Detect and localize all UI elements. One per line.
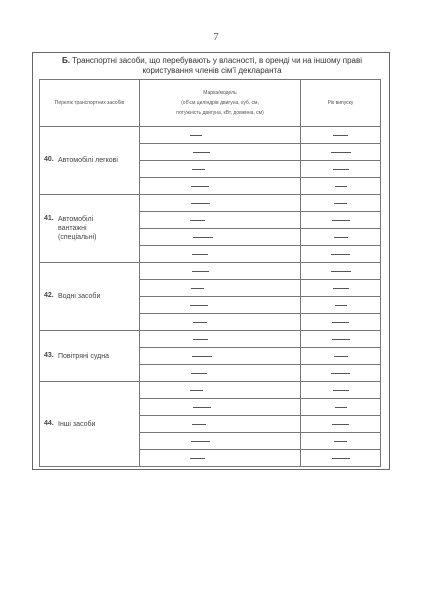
year-cell bbox=[301, 433, 381, 450]
model-cell bbox=[140, 246, 301, 263]
empty-dash-mark bbox=[192, 169, 205, 170]
empty-dash-mark bbox=[334, 237, 348, 238]
model-cell bbox=[140, 331, 301, 348]
vehicle-category bbox=[40, 127, 140, 195]
empty-dash-mark bbox=[190, 135, 202, 136]
header-model bbox=[140, 80, 301, 127]
empty-dash-mark bbox=[191, 203, 210, 204]
model-cell bbox=[140, 433, 301, 450]
header-model-sub2: потужність двигуна, кВт, довжина, см) bbox=[176, 109, 264, 116]
model-cell bbox=[140, 280, 301, 297]
year-cell bbox=[301, 314, 381, 331]
table-row bbox=[40, 195, 381, 212]
empty-dash-mark bbox=[334, 356, 348, 357]
year-cell bbox=[301, 450, 381, 467]
year-cell bbox=[301, 212, 381, 229]
year-cell bbox=[301, 246, 381, 263]
year-cell bbox=[301, 161, 381, 178]
year-cell bbox=[301, 399, 381, 416]
model-cell bbox=[140, 195, 301, 212]
year-cell bbox=[301, 348, 381, 365]
empty-dash-mark bbox=[191, 441, 210, 442]
model-cell bbox=[140, 229, 301, 246]
year-cell bbox=[301, 365, 381, 382]
empty-dash-mark bbox=[335, 407, 347, 408]
header-model-title: Марка/модель bbox=[203, 89, 237, 96]
empty-dash-mark bbox=[331, 271, 351, 272]
year-cell bbox=[301, 195, 381, 212]
year-cell bbox=[301, 127, 381, 144]
empty-dash-mark bbox=[192, 254, 208, 255]
vehicle-category bbox=[40, 263, 140, 331]
table-row bbox=[40, 127, 381, 144]
empty-dash-mark bbox=[333, 169, 349, 170]
category-number: 44. bbox=[44, 419, 54, 427]
model-cell bbox=[140, 212, 301, 229]
empty-dash-mark bbox=[333, 390, 349, 391]
year-cell bbox=[301, 331, 381, 348]
model-cell bbox=[140, 161, 301, 178]
table-row bbox=[40, 263, 381, 280]
empty-dash-mark bbox=[190, 305, 208, 306]
model-cell bbox=[140, 314, 301, 331]
empty-dash-mark bbox=[191, 373, 207, 374]
model-cell bbox=[140, 348, 301, 365]
model-cell bbox=[140, 382, 301, 399]
model-cell bbox=[140, 365, 301, 382]
vehicles-table bbox=[39, 79, 381, 467]
empty-dash-mark bbox=[334, 203, 347, 204]
model-cell bbox=[140, 144, 301, 161]
empty-dash-mark bbox=[193, 339, 208, 340]
empty-dash-mark bbox=[192, 356, 212, 357]
empty-dash-mark bbox=[335, 305, 347, 306]
empty-dash-mark bbox=[190, 390, 203, 391]
model-cell bbox=[140, 263, 301, 280]
model-cell bbox=[140, 399, 301, 416]
category-name: Повітряні судна bbox=[58, 352, 109, 360]
empty-dash-mark bbox=[332, 220, 350, 221]
model-cell bbox=[140, 297, 301, 314]
category-name: Автомобілі вантажні (спеціальні) bbox=[58, 216, 97, 241]
empty-dash-mark bbox=[335, 186, 347, 187]
header-vehicle-type: Перелік транспортних засобів bbox=[40, 80, 140, 127]
empty-dash-mark bbox=[192, 271, 209, 272]
header-model-sub1: (об'єм циліндрів двигуна, куб. см, bbox=[181, 99, 259, 106]
vehicle-category bbox=[40, 331, 140, 382]
table-row bbox=[40, 331, 381, 348]
model-cell bbox=[140, 450, 301, 467]
empty-dash-mark bbox=[193, 237, 213, 238]
year-cell bbox=[301, 382, 381, 399]
vehicle-category bbox=[40, 382, 140, 467]
year-cell bbox=[301, 144, 381, 161]
category-number: 40. bbox=[44, 156, 54, 163]
vehicle-category bbox=[40, 195, 140, 263]
empty-dash-mark bbox=[331, 152, 351, 153]
empty-dash-mark bbox=[191, 288, 204, 289]
model-cell bbox=[140, 416, 301, 433]
page-number: 7 bbox=[213, 31, 219, 43]
empty-dash-mark bbox=[193, 407, 211, 408]
section-letter: Б. bbox=[61, 56, 70, 65]
header-year: Рік випуску bbox=[301, 80, 381, 127]
empty-dash-mark bbox=[334, 441, 347, 442]
empty-dash-mark bbox=[332, 424, 349, 425]
year-cell bbox=[301, 297, 381, 314]
empty-dash-mark bbox=[332, 322, 349, 323]
empty-dash-mark bbox=[191, 186, 209, 187]
category-number: 43. bbox=[44, 351, 54, 359]
category-number: 42. bbox=[44, 292, 54, 299]
category-number: 41. bbox=[44, 215, 54, 222]
empty-dash-mark bbox=[193, 152, 210, 153]
category-name: Водні засоби bbox=[58, 293, 101, 300]
category-name: Інші засоби bbox=[58, 420, 96, 428]
year-cell bbox=[301, 178, 381, 195]
year-cell bbox=[301, 229, 381, 246]
empty-dash-mark bbox=[333, 288, 349, 289]
category-name: Автомобілі легкові bbox=[58, 157, 118, 164]
section-title-text: Транспортні засоби, що перебувають у власності, в оренді чи на іншому праві користування членів сім'ї декларанта bbox=[69, 56, 363, 75]
year-cell bbox=[301, 280, 381, 297]
empty-dash-mark bbox=[333, 135, 348, 136]
year-cell bbox=[301, 416, 381, 433]
year-cell bbox=[301, 263, 381, 280]
table-header-row bbox=[40, 80, 381, 127]
model-cell bbox=[140, 178, 301, 195]
section-title bbox=[36, 56, 388, 76]
empty-dash-mark bbox=[192, 424, 206, 425]
empty-dash-mark bbox=[190, 220, 205, 221]
empty-dash-mark bbox=[193, 322, 207, 323]
empty-dash-mark bbox=[331, 373, 350, 374]
empty-dash-mark bbox=[190, 458, 205, 459]
empty-dash-mark bbox=[332, 458, 350, 459]
table-row bbox=[40, 382, 381, 399]
empty-dash-mark bbox=[331, 254, 350, 255]
empty-dash-mark bbox=[332, 339, 350, 340]
model-cell bbox=[140, 127, 301, 144]
